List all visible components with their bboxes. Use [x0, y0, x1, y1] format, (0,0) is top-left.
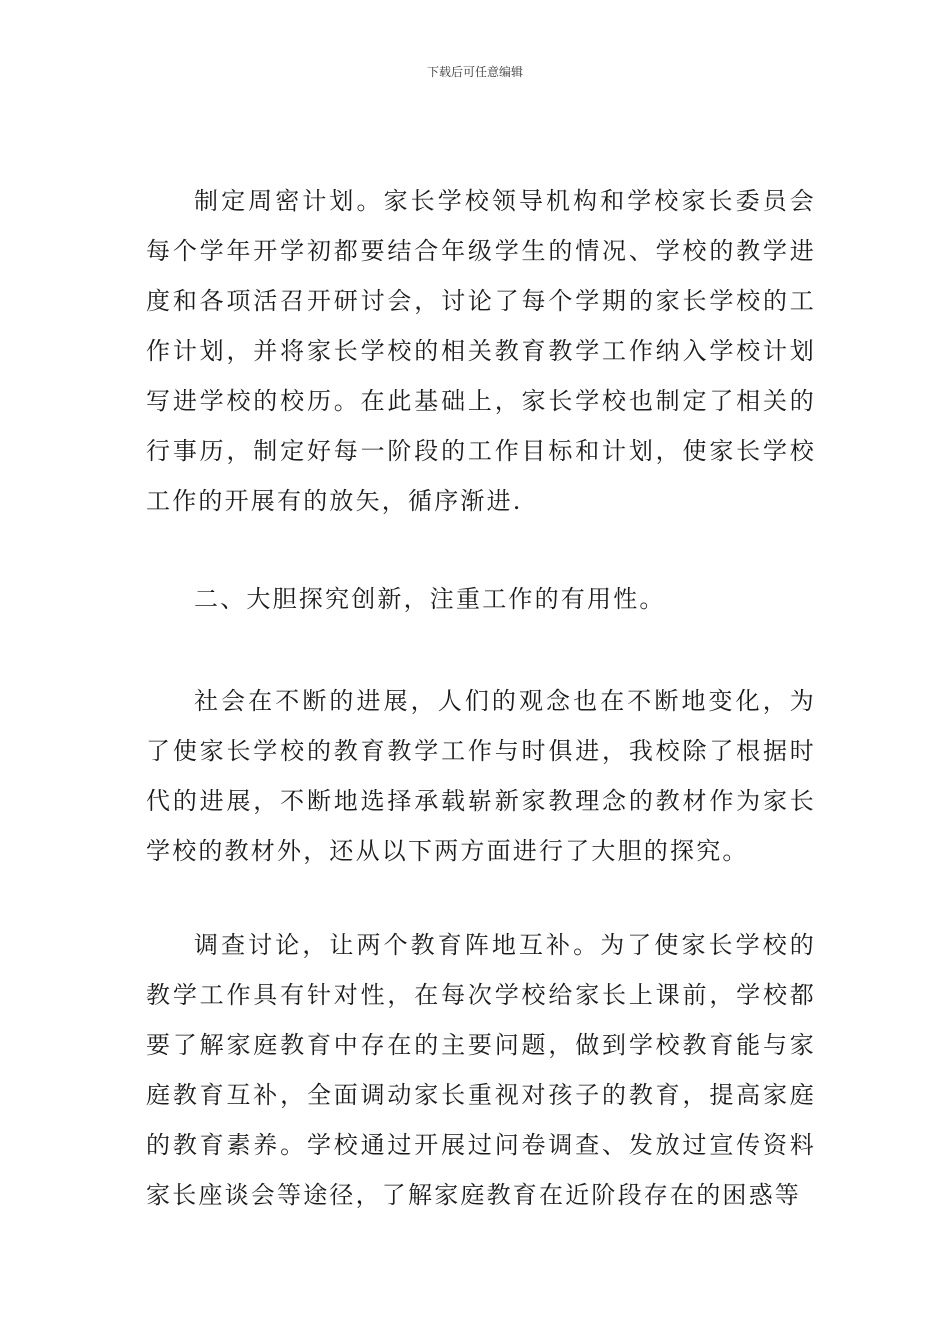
paragraph-society: 社会在不断的进展，人们的观念也在不断地变化，为了使家长学校的教育教学工作与时俱进，我校除了根据时代的进展，不断地选择承载崭新家教理念的教材作为家长学校的教材外，还从以下两方面进行了大胆的探究。 [146, 687, 816, 865]
paragraph-plan: 制定周密计划。家长学校领导机构和学校家长委员会每个学年开学初都要结合年级学生的情况、学校的教学进度和各项活召开研讨会，讨论了每个学期的家长学校的工作计划，并将家长学校的相关教育教学工作纳入学校计划写进学校的校历。在此基础上，家长学校也制定了相关的行事历，制定好每一阶段的工作目标和计划，使家长学校工作的开展有的放矢，循序渐进. [146, 187, 816, 515]
page-header-note: 下载后可任意编辑 [426, 65, 523, 79]
paragraph-survey: 调查讨论，让两个教育阵地互补。为了使家长学校的教学工作具有针对性，在每次学校给家长上课前，学校都要了解家庭教育中存在的主要问题，做到学校教育能与家庭教育互补，全面调动家长重视对孩子的教育，提高家庭的教育素养。学校通过开展过问卷调查、发放过宣传资料家长座谈会等途径，了解家庭教育在近阶段存在的困惑等 [146, 931, 816, 1209]
section-heading-innovation: 二、大胆探究创新，注重工作的有用性。 [194, 585, 666, 613]
